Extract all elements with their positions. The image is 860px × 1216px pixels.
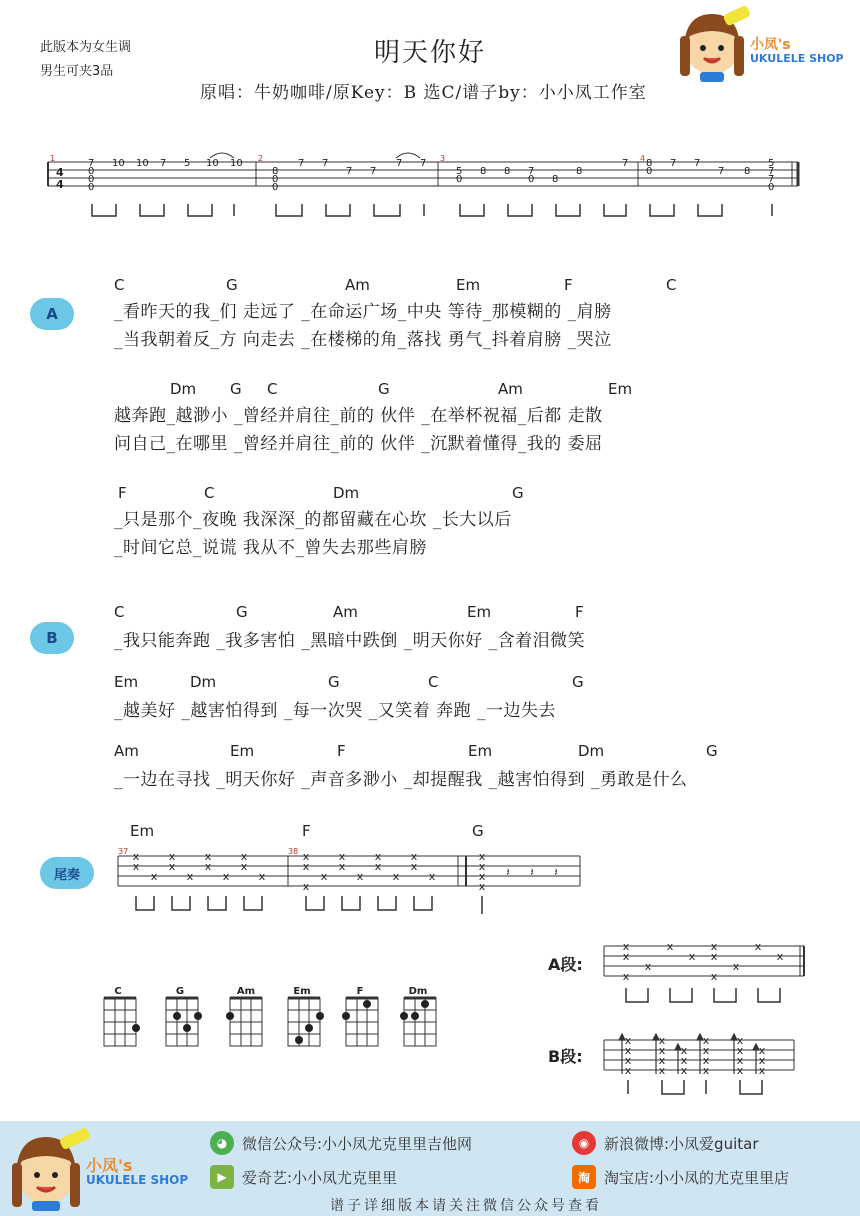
chord-label: G <box>512 484 524 502</box>
svg-text:x: x <box>624 1054 632 1067</box>
chord-label: G <box>230 380 242 398</box>
chord-label: G <box>706 742 718 760</box>
svg-text:x: x <box>132 860 140 873</box>
chord-label: F <box>118 484 127 502</box>
chord-row <box>0 742 860 760</box>
svg-text:0: 0 <box>88 182 95 193</box>
svg-text:x: x <box>478 880 486 893</box>
svg-text:x: x <box>478 870 486 883</box>
svg-text:x: x <box>736 1064 744 1077</box>
svg-text:x: x <box>680 1064 688 1077</box>
chord-label: F <box>575 603 584 621</box>
svg-text:𝄽: 𝄽 <box>530 866 534 879</box>
chord-label: Am <box>345 276 370 294</box>
capo-note: 男生可夹3品 <box>40 64 114 79</box>
svg-text:x: x <box>736 1044 744 1057</box>
tab-note: 7 <box>322 158 329 169</box>
tab-note: 7 <box>370 166 377 177</box>
svg-text:x: x <box>736 1034 744 1047</box>
chord-diagram-name: C <box>114 986 122 997</box>
chord-label: Dm <box>170 380 197 398</box>
tab-note: 10 <box>112 158 125 169</box>
svg-text:x: x <box>338 850 346 863</box>
svg-text:x: x <box>688 950 696 963</box>
measure-number: 4 <box>640 154 646 163</box>
chord-label: C <box>267 380 278 398</box>
svg-text:x: x <box>132 850 140 863</box>
outro-badge: 尾奏 <box>40 857 94 889</box>
svg-text:4: 4 <box>56 166 64 179</box>
chord-label: Am <box>333 603 358 621</box>
svg-text:7: 7 <box>768 174 775 185</box>
pattern-a-label: A段: <box>548 955 583 974</box>
chord-label: Am <box>498 380 523 398</box>
svg-text:x: x <box>622 950 630 963</box>
tab-note: 8 <box>646 158 653 169</box>
chord-label: F <box>302 822 311 840</box>
svg-text:x: x <box>302 880 310 893</box>
chord-label: G <box>472 822 484 840</box>
tab-note: 10 <box>206 158 219 169</box>
weibo-account: 新浪微博:小凤爱guitar <box>604 1135 759 1153</box>
svg-text:0: 0 <box>88 174 95 185</box>
svg-text:0: 0 <box>456 174 463 185</box>
svg-text:x: x <box>410 860 418 873</box>
chord-label: G <box>572 673 584 691</box>
chord-label: Dm <box>190 673 217 691</box>
chord-row <box>0 673 860 691</box>
lyric-line: 越奔跑_越渺小 _曾经并肩往_前的 伙伴 _在举杯祝福_后都 走散 <box>114 406 603 426</box>
chord-label: Em <box>467 603 492 621</box>
tab-note: 7 <box>622 158 629 169</box>
svg-text:x: x <box>150 870 158 883</box>
footer-shop: UKULELE SHOP <box>86 1173 189 1187</box>
measure-number: 38 <box>288 847 299 856</box>
svg-text:0: 0 <box>272 182 279 193</box>
svg-text:x: x <box>240 860 248 873</box>
svg-text:x: x <box>302 850 310 863</box>
chord-label: Am <box>114 742 139 760</box>
svg-text:x: x <box>776 950 784 963</box>
svg-text:x: x <box>186 870 194 883</box>
outro-tablature <box>112 846 582 916</box>
chord-label: F <box>337 742 346 760</box>
svg-text:x: x <box>204 850 212 863</box>
svg-text:x: x <box>666 940 674 953</box>
svg-text:x: x <box>702 1044 710 1057</box>
svg-text:x: x <box>478 850 486 863</box>
svg-text:x: x <box>374 850 382 863</box>
lyric-line: _我只能奔跑 _我多害怕 _黑暗中跌倒 _明天你好 _含着泪微笑 <box>114 631 586 651</box>
tab-note: 7 <box>718 166 725 177</box>
chord-diagram-name: Dm <box>408 986 428 997</box>
chord-row <box>0 484 860 502</box>
footer-note: 谱子详细版本请关注微信公众号查看 <box>330 1198 602 1214</box>
svg-text:x: x <box>732 960 740 973</box>
svg-text:x: x <box>658 1044 666 1057</box>
chord-label: Em <box>468 742 493 760</box>
svg-text:x: x <box>754 940 762 953</box>
measure-number: 37 <box>118 847 129 856</box>
pattern-b-label: B段: <box>548 1047 583 1066</box>
wechat-account: 微信公众号:小小凤尤克里里吉他网 <box>242 1135 473 1153</box>
chord-label: Em <box>114 673 139 691</box>
lyric-line: _时间它总_说谎 我从不_曾失去那些肩膀 <box>114 538 427 558</box>
song-credits: 原唱：牛奶咖啡/原Key：B 选C/谱子by：小小凤工作室 <box>200 83 647 103</box>
svg-text:x: x <box>702 1034 710 1047</box>
tab-note: 5 <box>184 158 191 169</box>
lyric-line: _一边在寻找 _明天你好 _声音多渺小 _却提醒我 _越害怕得到 _勇敢是什么 <box>114 770 688 790</box>
tab-note: 7 <box>420 158 427 169</box>
chord-label: Em <box>608 380 633 398</box>
chord-label: G <box>328 673 340 691</box>
tab-note: 7 <box>88 158 95 169</box>
chord-label: Em <box>456 276 481 294</box>
chord-label: Dm <box>333 484 360 502</box>
svg-text:x: x <box>302 860 310 873</box>
taobao-icon: 淘 <box>572 1165 596 1189</box>
footer <box>0 1121 860 1216</box>
logo-shop: UKULELE SHOP <box>750 52 844 65</box>
song-title: 明天你好 <box>373 38 486 68</box>
chord-diagrams <box>96 984 446 1054</box>
svg-text:x: x <box>624 1034 632 1047</box>
iqiyi-account: 爱奇艺:小小凤尤克里里 <box>242 1169 398 1187</box>
svg-text:4: 4 <box>56 178 64 191</box>
tab-note: 8 <box>504 166 511 177</box>
svg-text:x: x <box>168 850 176 863</box>
tab-note: 5 <box>456 166 463 177</box>
svg-text:x: x <box>710 940 718 953</box>
svg-text:𝄽: 𝄽 <box>554 866 558 879</box>
svg-text:x: x <box>392 870 400 883</box>
svg-text:x: x <box>622 940 630 953</box>
svg-text:x: x <box>222 870 230 883</box>
section-a-badge: A <box>30 298 74 330</box>
svg-text:x: x <box>658 1064 666 1077</box>
svg-text:x: x <box>338 860 346 873</box>
lyric-line: _越美好 _越害怕得到 _每一次哭 _又笑着 奔跑 _一边失去 <box>114 701 557 721</box>
pattern-a-tab <box>600 940 810 1010</box>
chord-label: C <box>666 276 677 294</box>
iqiyi-icon: ▶ <box>210 1165 234 1189</box>
chord-diagram-name: Em <box>293 986 311 997</box>
svg-text:x: x <box>168 860 176 873</box>
tab-note: 5 <box>768 158 775 169</box>
svg-text:x: x <box>478 860 486 873</box>
section-b-badge: B <box>30 622 74 654</box>
chord-row <box>0 276 860 294</box>
shop-logo <box>676 6 856 86</box>
tab-note: 10 <box>136 158 149 169</box>
chord-label: Em <box>130 822 155 840</box>
chord-label: Em <box>230 742 255 760</box>
svg-text:0: 0 <box>88 166 95 177</box>
logo-brand: 小凤's <box>750 37 791 53</box>
weibo-icon: ◉ <box>572 1131 596 1155</box>
svg-text:x: x <box>702 1054 710 1067</box>
lyric-line: 问自己_在哪里 _曾经并肩往_前的 伙伴 _沉默着懂得_我的 委屈 <box>114 434 603 454</box>
svg-text:x: x <box>758 1054 766 1067</box>
tab-note: 8 <box>576 166 583 177</box>
svg-text:x: x <box>624 1064 632 1077</box>
chord-label: G <box>378 380 390 398</box>
tab-note: 7 <box>396 158 403 169</box>
svg-text:x: x <box>428 870 436 883</box>
svg-text:x: x <box>240 850 248 863</box>
chord-label: F <box>564 276 573 294</box>
svg-text:0: 0 <box>646 166 653 177</box>
tab-note: 7 <box>346 166 353 177</box>
tab-note: 8 <box>272 166 279 177</box>
intro-tablature <box>40 150 810 230</box>
chord-label: C <box>428 673 439 691</box>
svg-text:x: x <box>624 1044 632 1057</box>
tab-note: 10 <box>230 158 243 169</box>
chord-label: G <box>226 276 238 294</box>
svg-text:x: x <box>258 870 266 883</box>
svg-text:x: x <box>710 950 718 963</box>
chord-row <box>0 822 860 840</box>
svg-text:x: x <box>320 870 328 883</box>
svg-text:x: x <box>710 970 718 983</box>
chord-diagram-name: F <box>356 986 364 997</box>
footer-brand: 小凤's <box>86 1156 133 1175</box>
svg-text:x: x <box>356 870 364 883</box>
svg-text:0: 0 <box>272 174 279 185</box>
svg-text:x: x <box>702 1064 710 1077</box>
chord-label: Dm <box>578 742 605 760</box>
lyric-line: _只是那个_夜晚 我深深_的都留藏在心坎 _长大以后 <box>114 510 512 530</box>
svg-text:x: x <box>204 860 212 873</box>
chord-row <box>0 603 860 621</box>
lyric-line: _当我朝着反_方 向走去 _在楼梯的角_落找 勇气_抖着肩膀 _哭泣 <box>114 330 612 350</box>
key-note: 此版本为女生调 <box>40 40 132 55</box>
chord-diagram-name: Am <box>236 986 256 997</box>
svg-text:x: x <box>658 1054 666 1067</box>
tab-note: 8 <box>552 174 559 185</box>
svg-text:x: x <box>374 860 382 873</box>
tab-note: 7 <box>298 158 305 169</box>
tab-note: 7 <box>670 158 677 169</box>
chord-label: C <box>204 484 215 502</box>
chord-label: C <box>114 603 125 621</box>
tab-note: 8 <box>480 166 487 177</box>
tab-note: 7 <box>694 158 701 169</box>
svg-text:7: 7 <box>768 166 775 177</box>
tab-note: 7 <box>528 166 535 177</box>
svg-text:𝄽: 𝄽 <box>506 866 510 879</box>
svg-text:x: x <box>736 1054 744 1067</box>
measure-number: 2 <box>258 154 264 163</box>
tab-note: 7 <box>160 158 167 169</box>
pattern-b-tab <box>600 1030 810 1100</box>
svg-text:x: x <box>758 1064 766 1077</box>
lyric-line: _看昨天的我_们 走远了 _在命运广场_中央 等待_那模糊的 _肩膀 <box>114 302 612 322</box>
svg-text:x: x <box>680 1044 688 1057</box>
measure-number: 1 <box>50 154 56 163</box>
svg-text:0: 0 <box>528 174 535 185</box>
chord-label: G <box>236 603 248 621</box>
wechat-icon: ◕ <box>210 1131 234 1155</box>
svg-text:x: x <box>758 1044 766 1057</box>
chord-row <box>0 380 860 398</box>
chord-diagram-name: G <box>175 986 185 997</box>
svg-text:x: x <box>410 850 418 863</box>
taobao-shop: 淘宝店:小小凤的尤克里里店 <box>604 1169 790 1187</box>
svg-text:0: 0 <box>768 182 775 193</box>
tab-note: 8 <box>744 166 751 177</box>
svg-text:x: x <box>680 1054 688 1067</box>
svg-text:x: x <box>658 1034 666 1047</box>
svg-text:x: x <box>622 970 630 983</box>
measure-number: 3 <box>440 154 446 163</box>
chord-label: C <box>114 276 125 294</box>
svg-text:x: x <box>644 960 652 973</box>
